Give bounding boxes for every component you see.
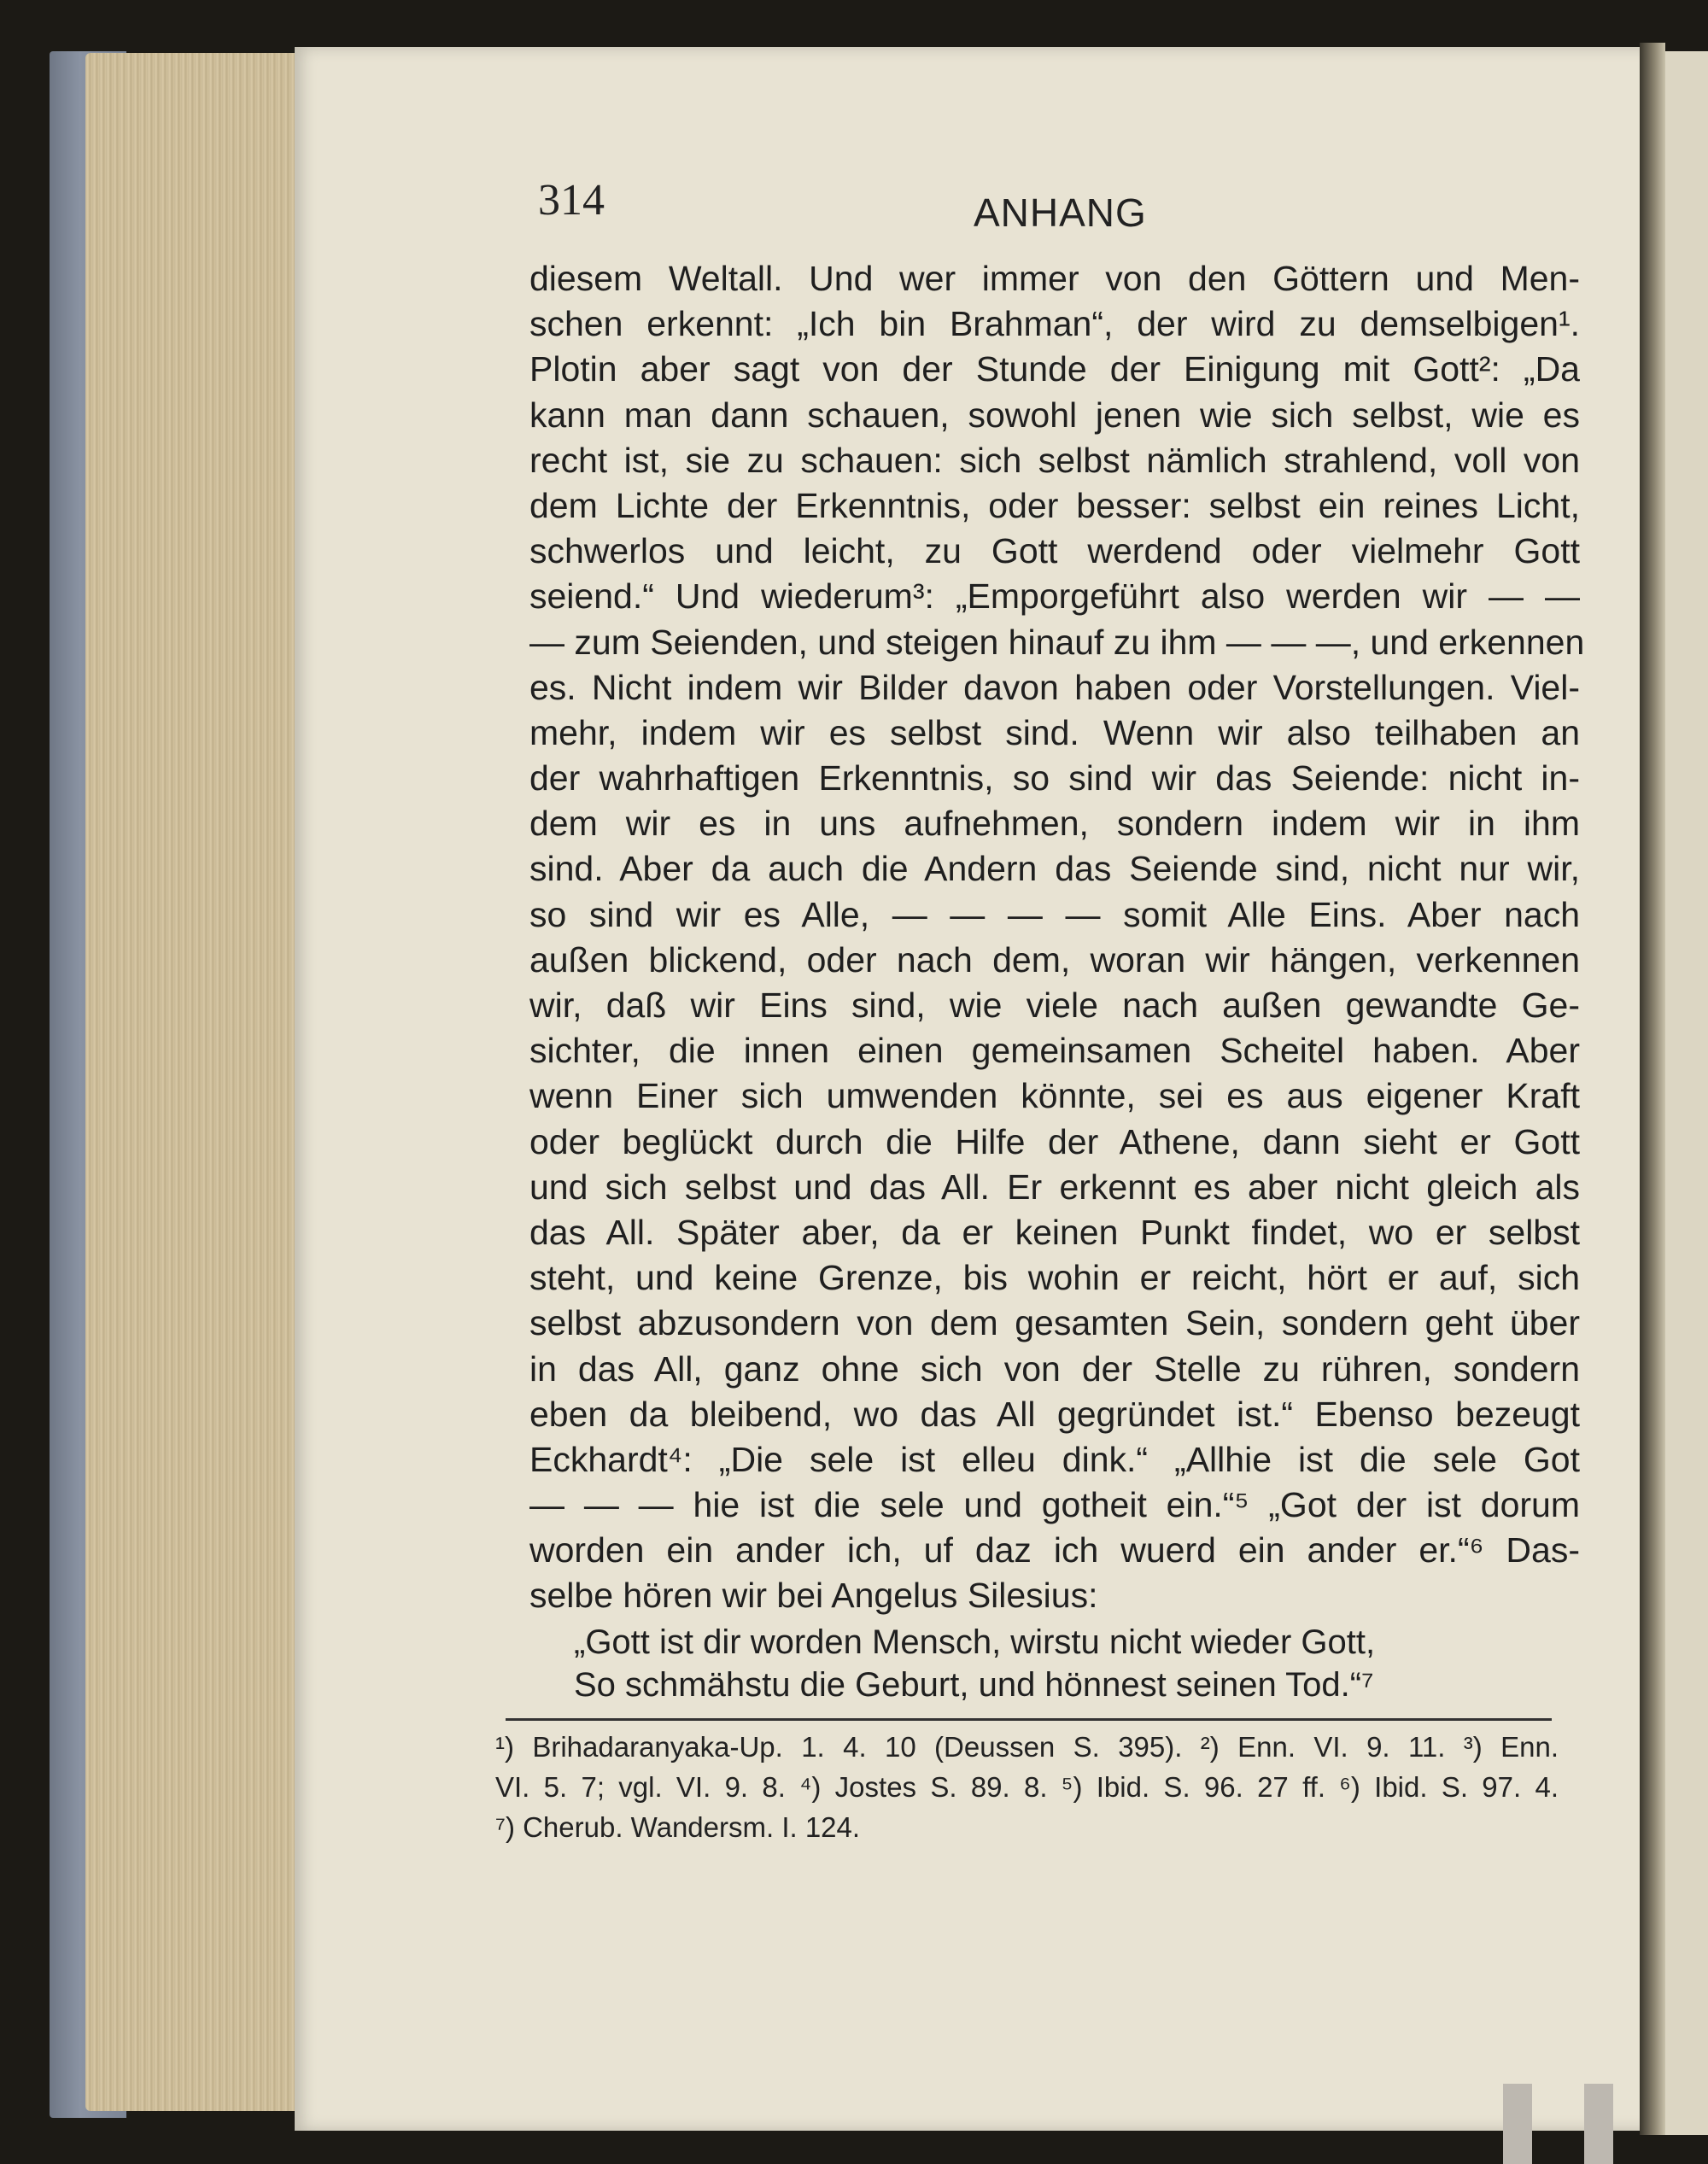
verse-line: So schmähstu die Geburt, und hönnest seinen Tod.“⁷ [574,1666,1374,1704]
facing-page-edge [1665,51,1708,2135]
text-line: worden ein ander ich, uf daz ich wuerd ein ander er.“⁶ Das- [529,1530,1580,1570]
text-line: oder beglückt durch die Hilfe der Athene, dann sieht er Gott [529,1121,1580,1161]
text-line: dem wir es in uns aufnehmen, sondern indem wir in ihm [529,804,1580,844]
text-line: das All. Später aber, da er keinen Punkt findet, wo er selbst [529,1212,1580,1252]
text-line: Plotin aber sagt von der Stunde der Einigung mit Gott²: „Da [529,349,1580,389]
text-line: — zum Seienden, und steigen hinauf zu ihm — — —, und erkennen [529,622,1585,662]
text-line: selbst abzusondern von dem gesamten Sein, sondern geht über [529,1303,1580,1343]
text-line: es. Nicht indem wir Bilder davon haben oder Vorstellungen. Viel- [529,667,1580,707]
text-line: steht, und keine Grenze, bis wohin er reicht, hört er auf, sich [529,1258,1580,1298]
body-text [529,256,1585,1619]
verse-quote [574,1621,1445,1706]
text-line: in das All, ganz ohne sich von der Stelle zu rühren, sondern [529,1348,1580,1389]
page-edges [85,53,299,2111]
book-gutter [1640,43,1665,2135]
footnote-line: VI. 5. 7; vgl. VI. 9. 8. ⁴) Jostes S. 89. 8. ⁵) Ibid. S. 96. 27 ff. ⁶) Ibid. S. 97. 4. [495,1771,1559,1803]
text-line: schwerlos und leicht, zu Gott werdend oder vielmehr Gott [529,531,1580,571]
text-line: außen blickend, oder nach dem, woran wir hängen, verkennen [529,939,1580,980]
text-line: Eckhardt⁴: „Die sele ist elleu dink.“ „Allhie ist die sele Got [529,1439,1580,1479]
footnote-line: ⁷) Cherub. Wandersm. I. 124. [495,1811,861,1843]
text-line: eben da bleibend, wo das All gegründet ist.“ Ebenso bezeugt [529,1394,1580,1434]
bookmark-ribbon [1503,2084,1532,2164]
text-line: wenn Einer sich umwenden könnte, sei es aus eigener Kraft [529,1076,1580,1116]
text-line: wir, daß wir Eins sind, wie viele nach außen gewandte Ge- [529,985,1580,1025]
footnotes [495,1727,1559,1847]
text-line: so sind wir es Alle, — — — — somit Alle Eins. Aber nach [529,894,1580,934]
page-number: 314 [538,176,605,225]
text-line: der wahrhaftigen Erkenntnis, so sind wir das Seiende: nicht in- [529,758,1580,798]
text-line: — — — hie ist die sele und gotheit ein.“⁵ „Got der ist dorum [529,1485,1580,1525]
text-line: selbe hören wir bei Angelus Silesius: [529,1576,1098,1616]
footnote-rule [506,1718,1552,1721]
text-line: sind. Aber da auch die Andern das Seiende sind, nicht nur wir, [529,849,1580,889]
text-line: kann man dann schauen, sowohl jenen wie sich selbst, wie es [529,395,1580,435]
text-line: dem Lichte der Erkenntnis, oder besser: selbst ein reines Licht, [529,485,1580,525]
text-line: mehr, indem wir es selbst sind. Wenn wir also teilhaben an [529,712,1580,752]
text-line: seiend.“ Und wiederum³: „Emporgeführt also werden wir — — [529,576,1580,617]
verse-line: „Gott ist dir worden Mensch, wirstu nicht wieder Gott, [574,1623,1376,1661]
text-line: schen erkennt: „Ich bin Brahman“, der wird zu demselbigen¹. [529,304,1580,344]
text-line: und sich selbst und das All. Er erkennt es aber nicht gleich als [529,1167,1580,1207]
text-line: diesem Weltall. Und wer immer von den Göttern und Men- [529,259,1580,298]
running-head: ANHANG [974,190,1147,235]
text-line: sichter, die innen einen gemeinsamen Scheitel haben. Aber [529,1031,1580,1071]
bookmark-ribbon [1584,2084,1613,2164]
footnote-line: ¹) Brihadaranyaka-Up. 1. 4. 10 (Deussen S. 395). ²) Enn. VI. 9. 11. ³) Enn. [495,1731,1559,1763]
text-line: recht ist, sie zu schauen: sich selbst nämlich strahlend, voll von [529,440,1580,480]
